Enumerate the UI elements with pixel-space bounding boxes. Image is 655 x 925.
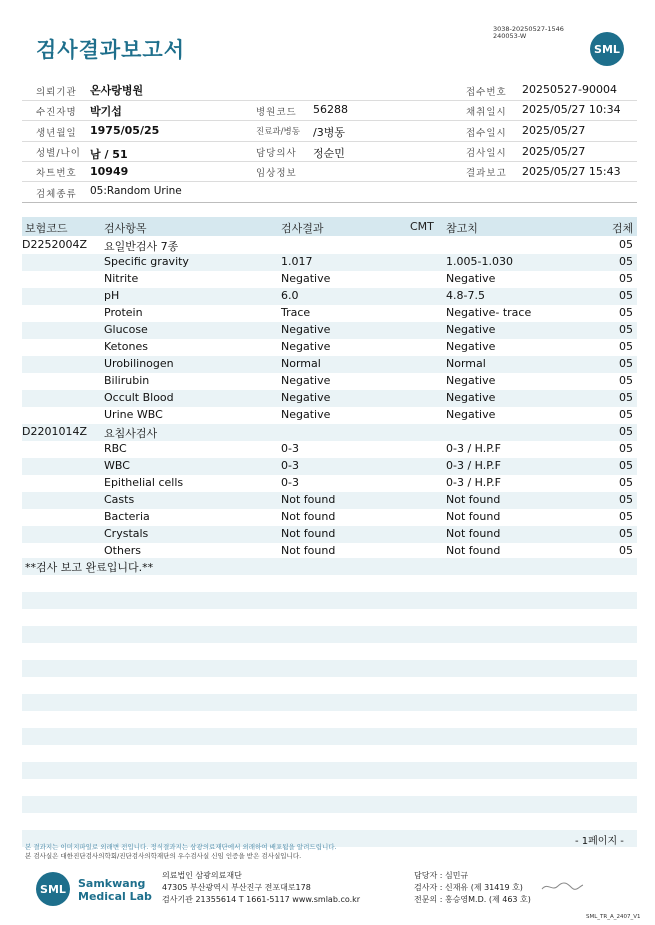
- cell-reference: Negative: [446, 272, 496, 285]
- complete-note: **검사 보고 완료입니다.**: [25, 561, 154, 574]
- cell-item: Ketones: [104, 340, 148, 353]
- cell-item: Urine WBC: [104, 408, 163, 421]
- empty-row: [22, 762, 637, 779]
- cell-result: Negative: [281, 374, 331, 387]
- cell-result: Negative: [281, 340, 331, 353]
- tested-label: 검사일시: [466, 148, 507, 159]
- cell-result: Trace: [281, 306, 311, 319]
- cell-specimen: 05: [619, 255, 633, 268]
- cell-item: Nitrite: [104, 272, 139, 285]
- cell-reference: Negative: [446, 391, 496, 404]
- cell-item: 요일반검사 7종: [104, 240, 179, 253]
- cell-specimen: 05: [619, 476, 633, 489]
- cell-result: Negative: [281, 408, 331, 421]
- footer-note-1: 본 결과지는 이미지파일로 외래변 전입니다. 정식결과지는 삼광의료재단에서 외래하여 배포됨을 알려드립니다.: [25, 843, 337, 851]
- empty-row: [22, 728, 637, 745]
- cell-result: 6.0: [281, 289, 299, 302]
- col-result: 검사결과: [281, 222, 324, 235]
- cell-item: pH: [104, 289, 120, 302]
- empty-row: [22, 796, 637, 813]
- signature-mark: [540, 880, 585, 894]
- header-divider: [22, 120, 637, 121]
- header-divider: [22, 100, 637, 101]
- dob-value: 1975/05/25: [90, 124, 160, 137]
- cell-specimen: 05: [619, 527, 633, 540]
- cell-reference: Not found: [446, 510, 501, 523]
- received-label: 접수일시: [466, 128, 507, 139]
- cell-item: Epithelial cells: [104, 476, 184, 489]
- cell-item: Specific gravity: [104, 255, 189, 268]
- cell-item: Bacteria: [104, 510, 150, 523]
- specimen-label: 검체종류: [36, 189, 77, 200]
- chart-value: 10949: [90, 165, 129, 178]
- patient-label: 수진자명: [36, 107, 77, 118]
- footer-note-2: 본 검사실은 대한진단검사의학회/진단검사의학재단의 우수검사실 신임 인증을 받은 검사실입니다.: [25, 852, 302, 860]
- specimen-value: 05:Random Urine: [90, 185, 182, 197]
- header-divider: [22, 181, 637, 182]
- cell-specimen: 05: [619, 374, 633, 387]
- sex-age-value: 남 / 51: [90, 148, 128, 161]
- cell-result: Not found: [281, 510, 336, 523]
- cell-result: Not found: [281, 493, 336, 506]
- cell-reference: Not found: [446, 527, 501, 540]
- cell-code: D2252004Z: [22, 238, 87, 251]
- col-specimen: 검체: [612, 222, 634, 235]
- cell-reference: Negative: [446, 408, 496, 421]
- cell-result: Not found: [281, 544, 336, 557]
- report-title: 검사결과보고서: [36, 38, 186, 62]
- cell-specimen: 05: [619, 272, 633, 285]
- cell-reference: Negative: [446, 340, 496, 353]
- cell-specimen: 05: [619, 493, 633, 506]
- received-value: 2025/05/27: [522, 124, 586, 137]
- cell-specimen: 05: [619, 408, 633, 421]
- cell-item: Casts: [104, 493, 135, 506]
- cell-item: Urobilinogen: [104, 357, 174, 370]
- cell-reference: Not found: [446, 544, 501, 557]
- cell-item: RBC: [104, 442, 127, 455]
- empty-row: [22, 592, 637, 609]
- cell-specimen: 05: [619, 442, 633, 455]
- signatures-block: 담당자 : 심민규 검사자 : 신재유 (제 31419 호) 전문의 : 홍승영M.D. (제 463 호): [414, 871, 531, 904]
- cell-item: Crystals: [104, 527, 149, 540]
- lab-name: Samkwang Medical Lab: [78, 877, 152, 903]
- cell-reference: Negative- trace: [446, 306, 532, 319]
- clinical-label: 임상정보: [256, 168, 297, 179]
- cell-reference: 0-3 / H.P.F: [446, 459, 501, 472]
- sml-logo: SML: [590, 32, 624, 66]
- empty-row: [22, 626, 637, 643]
- cell-item: Protein: [104, 306, 143, 319]
- sml-footer-logo: SML: [36, 872, 70, 906]
- col-cmt: CMT: [410, 220, 434, 233]
- cell-specimen: 05: [619, 357, 633, 370]
- cell-item: Bilirubin: [104, 374, 150, 387]
- receipt-no-label: 접수번호: [466, 87, 507, 98]
- cell-result: Negative: [281, 272, 331, 285]
- dob-label: 생년월일: [36, 128, 77, 139]
- empty-row: [22, 660, 637, 677]
- collected-label: 채취일시: [466, 107, 507, 118]
- dept-value: /3병동: [313, 126, 345, 139]
- cell-result: 0-3: [281, 442, 299, 455]
- reported-value: 2025/05/27 15:43: [522, 165, 621, 178]
- cell-specimen: 05: [619, 459, 633, 472]
- collected-value: 2025/05/27 10:34: [522, 103, 621, 116]
- hospital-code-label: 병원코드: [256, 107, 297, 118]
- cell-code: D2201014Z: [22, 425, 87, 438]
- cell-result: 0-3: [281, 476, 299, 489]
- doctor-value: 정순민: [313, 147, 345, 160]
- cell-item: WBC: [104, 459, 130, 472]
- institution-value: 온사랑병원: [90, 84, 144, 97]
- receipt-no-value: 20250527-90004: [522, 83, 617, 96]
- document-id: 3038-20250527-1546 240053-W: [493, 25, 564, 40]
- header-divider: [22, 141, 637, 142]
- reported-label: 결과보고: [466, 168, 507, 179]
- cell-specimen: 05: [619, 340, 633, 353]
- cell-specimen: 05: [619, 323, 633, 336]
- cell-reference: 0-3 / H.P.F: [446, 442, 501, 455]
- tested-value: 2025/05/27: [522, 145, 586, 158]
- cell-reference: 0-3 / H.P.F: [446, 476, 501, 489]
- cell-result: Not found: [281, 527, 336, 540]
- cell-specimen: 05: [619, 544, 633, 557]
- col-code: 보험코드: [25, 222, 68, 235]
- cell-result: Negative: [281, 323, 331, 336]
- cell-specimen: 05: [619, 289, 633, 302]
- cell-result: Normal: [281, 357, 321, 370]
- cell-reference: 4.8-7.5: [446, 289, 485, 302]
- chart-label: 차트번호: [36, 168, 77, 179]
- cell-reference: Negative: [446, 323, 496, 336]
- empty-row: [22, 694, 637, 711]
- cell-specimen: 05: [619, 238, 633, 251]
- col-ref: 참고치: [446, 222, 478, 235]
- cell-item: Occult Blood: [104, 391, 174, 404]
- cell-specimen: 05: [619, 391, 633, 404]
- cell-specimen: 05: [619, 306, 633, 319]
- lab-address-block: 의료법인 삼광의료재단 47305 부산광역시 부산진구 전포대로178 검사기관 21355614 T 1661-5117 www.smlab.co.kr: [162, 871, 361, 904]
- cell-item: Others: [104, 544, 141, 557]
- institution-label: 의뢰기관: [36, 87, 77, 98]
- header-divider: [22, 202, 637, 203]
- doctor-label: 담당의사: [256, 148, 297, 159]
- col-item: 검사항목: [104, 222, 147, 235]
- cell-specimen: 05: [619, 510, 633, 523]
- cell-result: 0-3: [281, 459, 299, 472]
- cell-reference: Negative: [446, 374, 496, 387]
- cell-reference: Normal: [446, 357, 486, 370]
- cell-specimen: 05: [619, 425, 633, 438]
- hospital-code-value: 56288: [313, 103, 348, 116]
- page-indicator: - 1페이지 -: [575, 836, 624, 847]
- form-code: SML_TR_A_2407_V1: [586, 914, 641, 920]
- cell-result: 1.017: [281, 255, 313, 268]
- cell-item: Glucose: [104, 323, 148, 336]
- cell-reference: 1.005-1.030: [446, 255, 513, 268]
- patient-value: 박기섭: [90, 105, 122, 118]
- dept-label: 진료과/병동: [256, 127, 300, 137]
- cell-reference: Not found: [446, 493, 501, 506]
- cell-item: 요침사검사: [104, 427, 158, 440]
- cell-result: Negative: [281, 391, 331, 404]
- sex-age-label: 성별/나이: [36, 148, 81, 159]
